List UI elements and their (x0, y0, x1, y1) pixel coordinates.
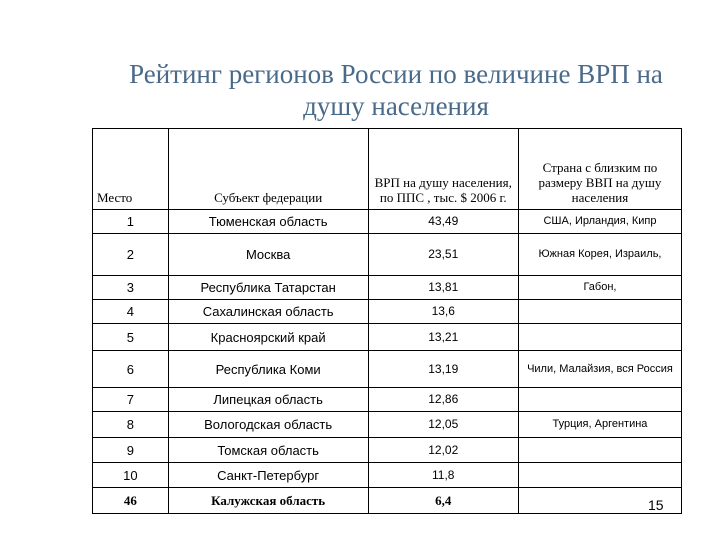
table-row (93, 438, 682, 463)
cell-place: 3 (93, 276, 169, 300)
cell-gdp: 13,81 (368, 276, 518, 300)
table-row (93, 463, 682, 488)
cell-subject: Москва (168, 234, 368, 276)
header-gdp: ВРП на душу населения, по ППС , тыс. $ 2006 г. (368, 129, 518, 210)
table-row (93, 324, 682, 351)
table-row (93, 210, 682, 234)
table-row (93, 412, 682, 438)
cell-place: 5 (93, 324, 169, 351)
cell-country: Чили, Малайзия, вся Россия (518, 351, 681, 388)
table-row (93, 351, 682, 388)
table-row (93, 300, 682, 324)
cell-country (518, 324, 681, 351)
cell-subject: Санкт-Петербург (168, 463, 368, 488)
cell-gdp: 12,02 (368, 438, 518, 463)
cell-place: 7 (93, 388, 169, 412)
cell-place: 1 (93, 210, 169, 234)
cell-country: Габон, (518, 276, 681, 300)
cell-place: 10 (93, 463, 169, 488)
header-place: Место (93, 129, 169, 210)
title-line-2: душу населения (303, 91, 489, 121)
cell-subject: Республика Татарстан (168, 276, 368, 300)
table-row (93, 276, 682, 300)
cell-subject: Красноярский край (168, 324, 368, 351)
cell-place: 8 (93, 412, 169, 438)
table-row (93, 488, 682, 514)
cell-place: 9 (93, 438, 169, 463)
title-line-1: Рейтинг регионов России по величине ВРП на (129, 59, 663, 89)
cell-country (518, 300, 681, 324)
cell-country: Турция, Аргентина (518, 412, 681, 438)
cell-place: 46 (93, 488, 169, 514)
cell-gdp: 23,51 (368, 234, 518, 276)
header-country: Страна с близким по размеру ВВП на душу населения (518, 129, 681, 210)
cell-gdp: 11,8 (368, 463, 518, 488)
cell-country (518, 463, 681, 488)
cell-place: 2 (93, 234, 169, 276)
cell-subject: Республика Коми (168, 351, 368, 388)
table-row (93, 388, 682, 412)
header-subject: Субъект федерации (168, 129, 368, 210)
cell-subject: Томская область (168, 438, 368, 463)
slide-title (0, 58, 720, 122)
cell-gdp: 12,05 (368, 412, 518, 438)
page-number: 15 (648, 497, 664, 513)
cell-gdp: 43,49 (368, 210, 518, 234)
gdp-ranking-table (92, 128, 682, 514)
cell-subject: Тюменская область (168, 210, 368, 234)
cell-gdp: 12,86 (368, 388, 518, 412)
cell-country (518, 438, 681, 463)
cell-place: 6 (93, 351, 169, 388)
cell-place: 4 (93, 300, 169, 324)
cell-country (518, 388, 681, 412)
cell-gdp: 13,21 (368, 324, 518, 351)
cell-country: Южная Корея, Израиль, (518, 234, 681, 276)
cell-subject: Сахалинская область (168, 300, 368, 324)
cell-subject: Калужская область (168, 488, 368, 514)
cell-gdp: 13,19 (368, 351, 518, 388)
cell-gdp: 6,4 (368, 488, 518, 514)
cell-gdp: 13,6 (368, 300, 518, 324)
header-row (93, 129, 682, 210)
cell-subject: Липецкая область (168, 388, 368, 412)
cell-country: США, Ирландия, Кипр (518, 210, 681, 234)
cell-subject: Вологодская область (168, 412, 368, 438)
table-row (93, 234, 682, 276)
